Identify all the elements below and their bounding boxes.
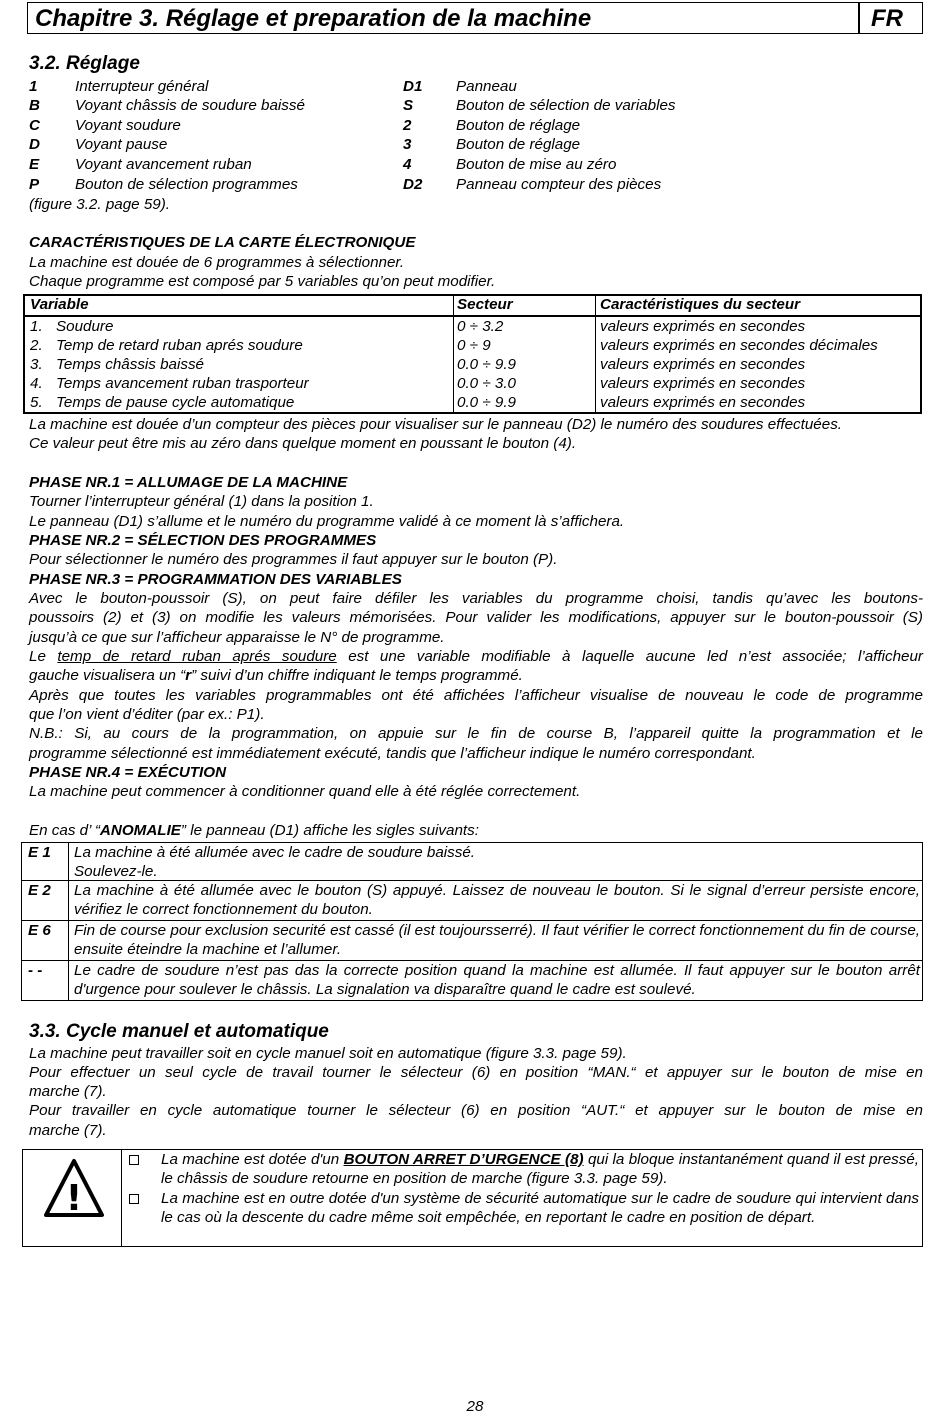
anomaly-code: E 1 [28, 844, 51, 861]
legend-text: Panneau compteur des pièces [456, 176, 662, 193]
phase-3-para-c-line-2: que l’on vient d’éditer (par ex.: P1). [29, 706, 265, 723]
legend-text: Voyant soudure [75, 117, 181, 134]
phase-1-line-2: Le panneau (D1) s’allume et le numéro du programme validé à ce moment là s’affichera. [29, 513, 625, 530]
warning-triangle-icon [43, 1158, 105, 1220]
warning-box [22, 1149, 923, 1247]
legend-text: Voyant châssis de soudure baissé [75, 97, 305, 114]
legend-text: Bouton de sélection programmes [75, 176, 298, 193]
text-fragment: qui la bloque instantanément quand il est pressé, le châssis de soudure retourne en position de marche (figure 3.3. page 59). [161, 1151, 919, 1188]
anomaly-description: La machine à été allumée avec le cadre de soudure baissé. [74, 844, 476, 861]
warning-divider [121, 1150, 122, 1246]
anomaly-description: Le cadre de soudure n’est pas das la correcte position quand la machine est allumée. Il faut appuyer sur le bouton arrêt d'urgence pour soulever le châssis. La signalation va disparaître quand le cadre est soulevé. [74, 962, 920, 999]
checkbox-bullet-icon [129, 1194, 139, 1204]
warning-bullet-1 [161, 1150, 919, 1189]
text-fragment: gauche visualisera un “ [29, 667, 186, 684]
anomaly-code: E 2 [28, 882, 51, 899]
legend-text: Bouton de sélection de variables [456, 97, 676, 114]
row-variable: Temps avancement ruban trasporteur [56, 375, 309, 392]
legend-text: Voyant pause [75, 136, 168, 153]
legend-code: 1 [29, 78, 38, 95]
carte-heading: CARACTÉRISTIQUES DE LA CARTE ÉLECTRONIQUE [29, 234, 416, 251]
anomaly-code: - - [28, 962, 43, 979]
text-fragment: ” le panneau (D1) affiche les sigles suivants: [180, 822, 479, 839]
anomaly-description: Fin de course pour exclusion securité est cassé (il est toujoursserré). Il faut vérifier le correct fonctionnement du fin de course, ensuite éteindre la machine et l’allumer. [74, 922, 920, 959]
legend-code: E [29, 156, 40, 173]
row-number: 1. [30, 318, 43, 335]
warning-bullet-2: La machine est en outre dotée d'un système de sécurité automatique sur le cadre de soudure qui intervient dans le cas où la descente du cadre même soit empêchée, en reportant le cadre en position de départ. [161, 1190, 919, 1227]
phase-1-title: PHASE NR.1 = ALLUMAGE DE LA MACHINE [29, 474, 348, 491]
figure-reference: (figure 3.2. page 59). [29, 196, 170, 213]
row-number: 2. [30, 337, 43, 354]
row-variable: Temps de pause cycle automatique [56, 394, 295, 411]
cycle-line-2a: Pour effectuer un seul cycle de travail tourner le sélecteur (6) en position “MAN.“ et appuyer sur le bouton de mise en [29, 1064, 923, 1081]
cycle-line-2b: marche (7). [29, 1083, 107, 1100]
carte-line-2: Chaque programme est composé par 5 variables qu’on peut modifier. [29, 273, 496, 290]
checkbox-bullet-icon [129, 1155, 139, 1165]
row-range: 0 ÷ 3.2 [457, 318, 504, 335]
warning-exclamation: ! [65, 1178, 83, 1219]
row-variable: Temp de retard ruban aprés soudure [56, 337, 303, 354]
legend-text: Interrupteur général [75, 78, 209, 95]
phase-3-para-d-line-2: programme sélectionné est immédiatement exécuté, tandis que l’afficheur indique le numéro correspondant. [29, 745, 756, 762]
legend-text: Bouton de réglage [456, 136, 581, 153]
phase-3-para-d-line-1: N.B.: Si, au cours de la programmation, on appuie sur le fin de course B, l’appareil quitte la programmation et le [29, 725, 923, 742]
row-range: 0.0 ÷ 3.0 [457, 375, 516, 392]
table-header-caracteristiques: Caractéristiques du secteur [600, 296, 801, 313]
phase-2-title: PHASE NR.2 = SÉLECTION DES PROGRAMMES [29, 532, 377, 549]
cycle-line-3a: Pour travailler en cycle automatique tourner le sélecteur (6) en position “AUT.“ et appuyer sur le bouton de mise en [29, 1102, 923, 1119]
row-description: valeurs exprimés en secondes [600, 318, 806, 335]
phase-3-para-a-line-1: Avec le bouton-poussoir (S), on peut faire défiler les variables du programme choisi, tandis qu’avec les boutons- [29, 590, 923, 607]
chapter-header [27, 2, 923, 34]
table-column-divider [453, 296, 454, 412]
text-fragment: La machine est dotée d'un [161, 1151, 344, 1168]
row-description: valeurs exprimés en secondes décimales [600, 337, 878, 354]
legend-code: C [29, 117, 40, 134]
text-fragment: est une variable modifiable à laquelle aucune led n’est associée; l’afficheur [348, 648, 923, 665]
legend-code: D1 [403, 78, 423, 95]
legend-code: 3 [403, 136, 412, 153]
legend-text: Voyant avancement ruban [75, 156, 252, 173]
phase-3-para-a-line-2: poussoirs (2) et (3) on modifie les valeurs mémorisées. Pour valider les modifications, appuyer sur le bouton-poussoir (S) [29, 609, 923, 626]
row-range: 0.0 ÷ 9.9 [457, 394, 516, 411]
legend-code: D2 [403, 176, 423, 193]
anomaly-code: E 6 [28, 922, 51, 939]
cycle-line-3b: marche (7). [29, 1122, 107, 1139]
row-range: 0 ÷ 9 [457, 337, 491, 354]
language-code: FR [871, 5, 903, 32]
carte-line-1: La machine est douée de 6 programmes à sélectionner. [29, 254, 405, 271]
phase-3-para-b-line-2 [29, 666, 523, 685]
variables-table [23, 294, 922, 414]
section-title-3-3: 3.3. Cycle manuel et automatique [29, 1021, 329, 1042]
section-title-3-2: 3.2. Réglage [29, 53, 140, 74]
legend-code: 2 [403, 117, 412, 134]
row-number: 4. [30, 375, 43, 392]
phase-4-line-1: La machine peut commencer à conditionner quand elle à été réglée correctement. [29, 783, 581, 800]
row-number: 5. [30, 394, 43, 411]
text-fragment: En cas d’ “ [29, 822, 100, 839]
row-description: valeurs exprimés en secondes [600, 375, 806, 392]
legend-code: S [403, 97, 414, 114]
emergency-button-label: BOUTON ARRET D’URGENCE (8) [343, 1151, 584, 1168]
anomaly-description-line-2: Soulevez-le. [74, 863, 158, 880]
legend-code: B [29, 97, 40, 114]
cycle-line-1: La machine peut travailler soit en cycle manuel soit en automatique (figure 3.3. page 59). [29, 1045, 627, 1062]
row-number: 3. [30, 356, 43, 373]
r-symbol: r [185, 667, 192, 684]
anomaly-table [21, 842, 923, 1001]
phase-3-para-c-line-1: Après que toutes les variables programmables ont été affichées l’afficheur visualise de nouveau le code de programme [29, 687, 923, 704]
page-number: 28 [466, 1398, 484, 1415]
table-header-variable: Variable [30, 296, 89, 313]
legend-code: 4 [403, 156, 412, 173]
compteur-line-1: La machine est douée d’un compteur des pièces pour visualiser sur le panneau (D2) le numéro des soudures effectuées. [29, 416, 843, 433]
legend-code: P [29, 176, 40, 193]
table-header-secteur: Secteur [457, 296, 513, 313]
row-variable: Temps châssis baissé [56, 356, 205, 373]
legend-text: Bouton de mise au zéro [456, 156, 617, 173]
anomaly-column-divider [68, 843, 69, 1000]
compteur-line-2: Ce valeur peut être mis au zéro dans quelque moment en poussant le bouton (4). [29, 435, 577, 452]
phase-1-line-1: Tourner l’interrupteur général (1) dans la position 1. [29, 493, 374, 510]
row-description: valeurs exprimés en secondes [600, 356, 806, 373]
header-divider [858, 3, 860, 33]
row-variable: Soudure [56, 318, 114, 335]
legend-code: D [29, 136, 40, 153]
phase-3-title: PHASE NR.3 = PROGRAMMATION DES VARIABLES [29, 571, 402, 588]
anomalie-intro [29, 821, 479, 840]
anomalie-keyword: ANOMALIE [99, 822, 181, 839]
row-range: 0.0 ÷ 9.9 [457, 356, 516, 373]
legend-text: Panneau [456, 78, 517, 95]
chapter-title: Chapitre 3. Réglage et preparation de la machine [35, 5, 592, 32]
table-column-divider [595, 296, 596, 412]
row-description: valeurs exprimés en secondes [600, 394, 806, 411]
phase-4-title: PHASE NR.4 = EXÉCUTION [29, 764, 227, 781]
text-fragment: ” suivi d’un chiffre indiquant le temps programmé. [191, 667, 523, 684]
phase-3-para-a-line-3: jusqu’à ce que sur l’afficheur apparaisse le N° de programme. [29, 629, 445, 646]
text-fragment: Le [29, 648, 46, 665]
anomaly-description: La machine à été allumée avec le bouton (S) appuyé. Laissez de nouveau le bouton. Si le signal d’erreur persiste encore, vérifiez le correct fonctionnement du bouton. [74, 882, 920, 919]
phase-2-line-1: Pour sélectionner le numéro des programmes il faut appuyer sur le bouton (P). [29, 551, 558, 568]
underlined-variable-name: temp de retard ruban aprés soudure [57, 648, 337, 665]
phase-3-para-b-line-1 [29, 647, 923, 666]
legend-text: Bouton de réglage [456, 117, 581, 134]
